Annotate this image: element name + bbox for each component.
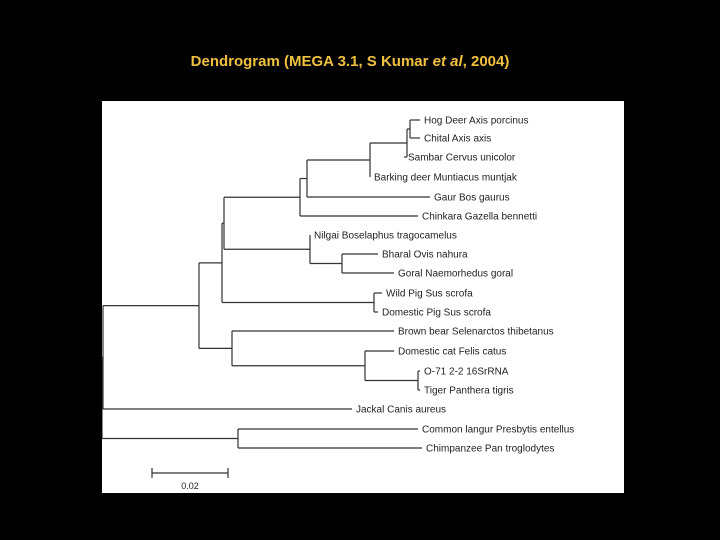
title-text-end: , 2004) [462, 53, 510, 70]
leaf-label: Barking deer Muntiacus muntjak [374, 172, 517, 184]
title-italic: et al [432, 53, 463, 70]
leaf-label: Chital Axis axis [424, 133, 492, 145]
title-text: Dendrogram (MEGA 3.1, S Kumar [190, 53, 433, 70]
figure-title [0, 53, 700, 70]
leaf-label: Hog Deer Axis porcinus [424, 115, 529, 127]
leaf-label: Sambar Cervus unicolor [408, 152, 516, 164]
leaf-label: Gaur Bos gaurus [434, 192, 510, 204]
leaf-label: Wild Pig Sus scrofa [386, 288, 473, 300]
leaf-label: Domestic Pig Sus scrofa [382, 307, 491, 319]
scale-bar-label: 0.02 [181, 481, 199, 491]
leaf-label: Nilgai Boselaphus tragocamelus [314, 230, 457, 242]
leaf-label: Goral Naemorhedus goral [398, 268, 514, 280]
dendrogram-panel [102, 101, 624, 493]
leaf-label: Domestic cat Felis catus [398, 346, 507, 358]
dendrogram-tree [102, 101, 624, 493]
leaf-label: Tiger Panthera tigris [424, 385, 514, 397]
leaf-label: Chinkara Gazella bennetti [422, 211, 538, 223]
leaf-labels [314, 116, 574, 455]
leaf-label: Brown bear Selenarctos thibetanus [398, 326, 554, 338]
leaf-label: Bharal Ovis nahura [382, 249, 468, 261]
leaf-label: Chimpanzee Pan troglodytes [426, 443, 555, 455]
leaf-label: Common langur Presbytis entellus [422, 424, 575, 436]
tree-branches [102, 120, 430, 448]
scale-bar [152, 468, 228, 491]
leaf-label: O-71 2-2 16SrRNA [424, 366, 509, 378]
leaf-label: Jackal Canis aureus [356, 404, 447, 416]
